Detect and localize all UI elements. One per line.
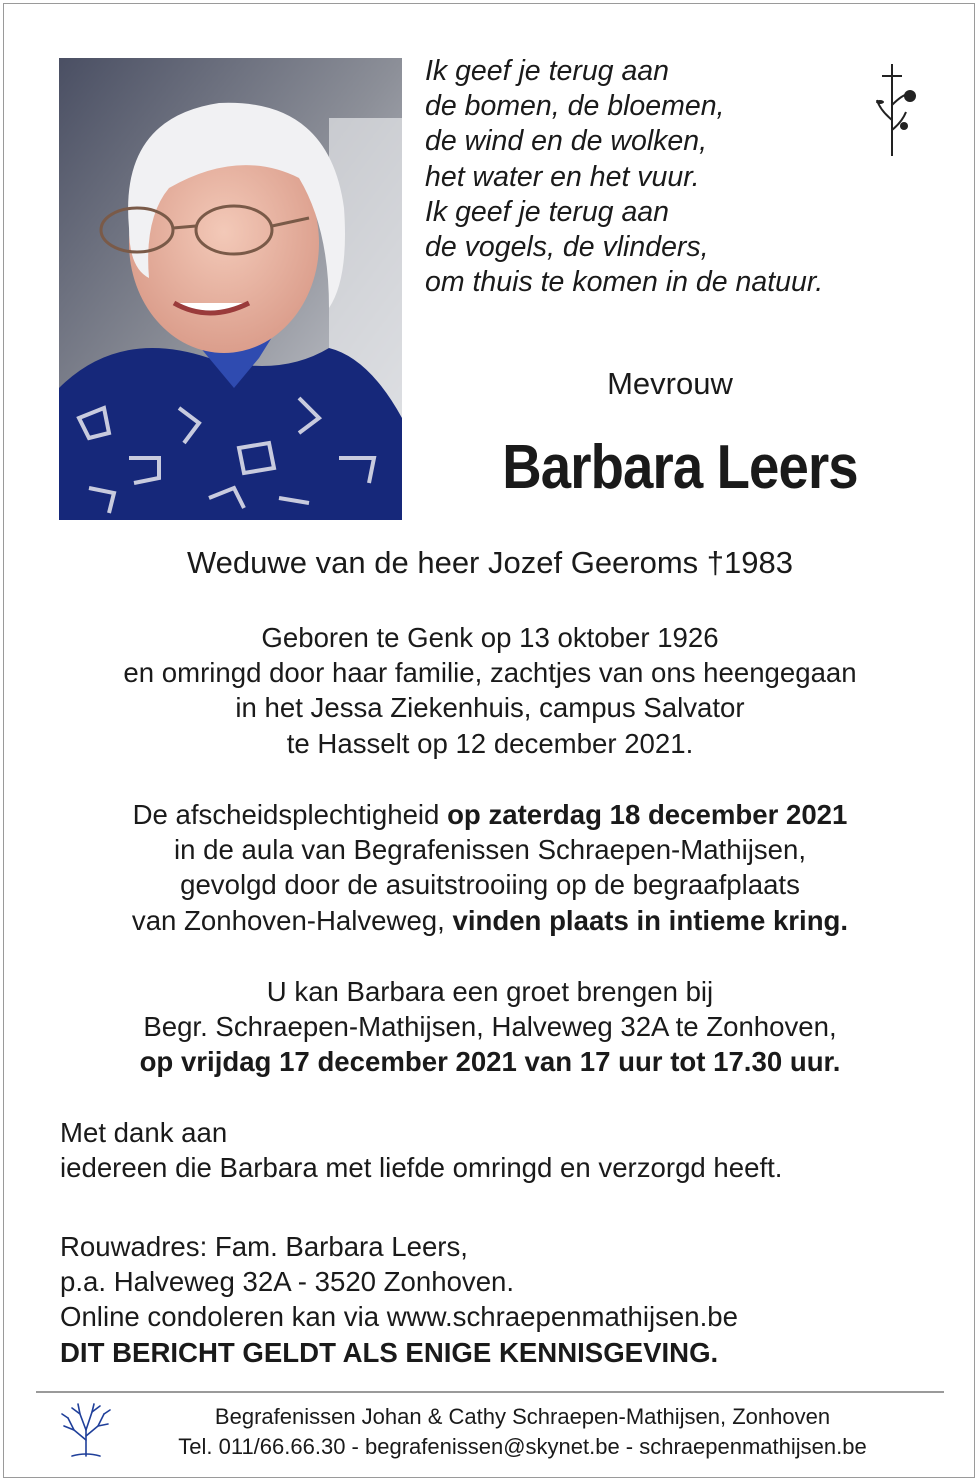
visit-paragraph	[0, 974, 980, 1080]
footer-line-2: Tel. 011/66.66.30 - begrafenissen@skynet.be - schraepenmathijsen.be	[178, 1434, 867, 1459]
thanks-paragraph	[60, 1115, 782, 1185]
footer-line-1: Begrafenissen Johan & Cathy Schraepen-Mathijsen, Zonhoven	[214, 1404, 831, 1429]
address-paragraph	[60, 1229, 738, 1370]
portrait-photo	[59, 58, 402, 520]
poem-line: Ik geef je terug aan	[425, 195, 670, 228]
ceremony-intimate: vinden plaats in intieme kring.	[452, 904, 849, 936]
ceremony-text: De afscheidsplechtigheid	[132, 799, 448, 830]
ceremony-text: van Zonhoven-Halveweg,	[131, 904, 453, 936]
footer-divider	[36, 1391, 944, 1393]
deceased-title: Mevrouw	[607, 366, 733, 401]
paragraph-line: Rouwadres: Fam. Barbara Leers,	[60, 1231, 468, 1262]
paragraph-line: iedereen die Barbara met liefde omringd en verzorgd heeft.	[60, 1152, 783, 1184]
visit-date: op vrijdag 17 december 2021 van 17 uur tot 17.30 uur.	[139, 1046, 841, 1078]
paragraph-line: en omringd door haar familie, zachtjes van ons heengegaan	[123, 657, 857, 689]
birth-death-paragraph	[0, 620, 980, 761]
paragraph-line: Met dank aan	[60, 1117, 228, 1148]
notice-line: DIT BERICHT GELDT ALS ENIGE KENNISGEVING.	[60, 1336, 719, 1368]
paragraph-line: p.a. Halveweg 32A - 3520 Zonhoven.	[60, 1266, 515, 1298]
ceremony-date: op zaterdag 18 december 2021	[447, 799, 848, 830]
poem-line: Ik geef je terug aan	[425, 55, 670, 87]
poem-line: de wind en de wolken,	[425, 125, 708, 158]
paragraph-line: in het Jessa Ziekenhuis, campus Salvator	[235, 692, 745, 724]
paragraph-line: te Hasselt op 12 december 2021.	[286, 727, 694, 759]
paragraph-line	[0, 797, 980, 832]
paragraph-line: in de aula van Begrafenissen Schraepen-Mathijsen,	[174, 834, 806, 866]
condolence-line: Online condoleren kan via www.schraepenmathijsen.be	[60, 1301, 738, 1333]
ceremony-paragraph	[0, 797, 980, 938]
poem-line: de vogels, de vlinders,	[425, 231, 709, 264]
cross-with-rose-icon	[872, 60, 922, 160]
widow-of-line: Weduwe van de heer Jozef Geeroms †1983	[186, 545, 793, 580]
deceased-name: Barbara Leers	[502, 433, 858, 502]
tree-logo-icon	[60, 1400, 112, 1460]
paragraph-line	[0, 903, 980, 938]
poem-line: om thuis te komen in de natuur.	[425, 266, 824, 299]
paragraph-line: Begr. Schraepen-Mathijsen, Halveweg 32A te Zonhoven,	[143, 1011, 837, 1043]
paragraph-line: Geboren te Genk op 13 oktober 1926	[261, 622, 719, 653]
poem	[425, 54, 823, 300]
paragraph-line: U kan Barbara een groet brengen bij	[266, 976, 714, 1007]
poem-line: de bomen, de bloemen,	[425, 90, 725, 123]
funeral-home-footer	[120, 1402, 925, 1462]
poem-line: het water en het vuur.	[425, 160, 700, 193]
paragraph-line: gevolgd door de asuitstrooiing op de begraafplaats	[180, 869, 800, 901]
